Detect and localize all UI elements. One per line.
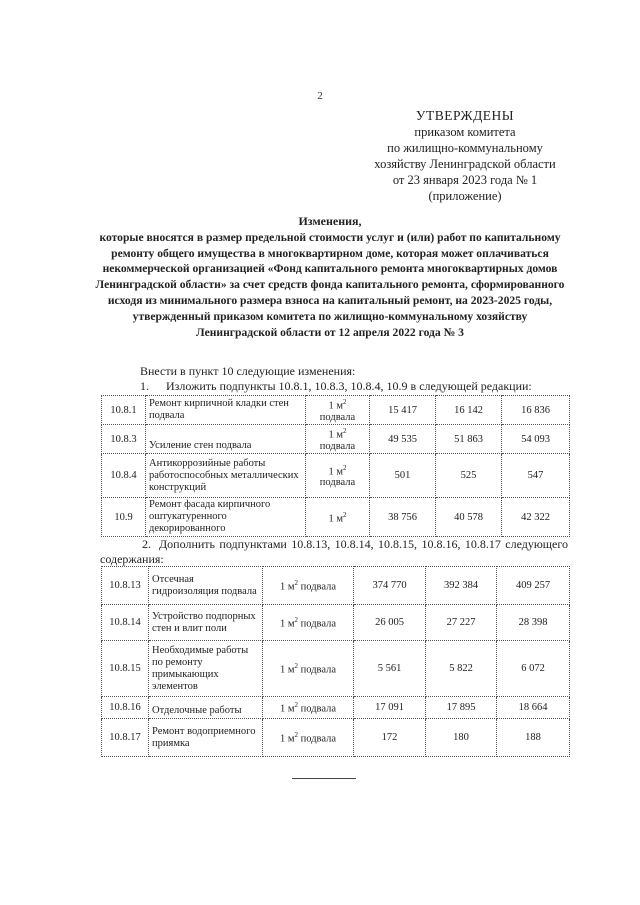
unit-suffix: подвала (298, 664, 337, 676)
row-code: 10.8.1 (102, 396, 146, 425)
table-row (102, 641, 570, 697)
row-description: Устройство подпорных стен и влит поли (149, 605, 263, 641)
row-value-2024: 40 578 (436, 498, 502, 537)
unit-exponent: 2 (343, 398, 347, 407)
unit-suffix: подвала (319, 477, 356, 489)
unit-text: 1 м (279, 703, 295, 715)
approval-heading: УТВЕРЖДЕНЫ (415, 108, 515, 123)
row-unit (306, 454, 370, 498)
row-code: 10.8.4 (102, 454, 146, 498)
row-value-2024: 17 895 (426, 697, 497, 719)
row-value-2024: 525 (436, 454, 502, 498)
unit-exponent: 2 (294, 731, 298, 740)
row-value-2023: 15 417 (370, 396, 436, 425)
approval-line: по жилищно-коммунальному (387, 141, 543, 155)
unit-exponent: 2 (343, 427, 347, 436)
row-value-2024: 180 (426, 719, 497, 757)
row-unit (263, 641, 354, 697)
row-code: 10.8.3 (102, 425, 146, 454)
table-row (102, 454, 570, 498)
row-unit (263, 697, 354, 719)
unit-exponent: 2 (343, 510, 347, 519)
page-number: 2 (317, 90, 323, 102)
row-code: 10.8.17 (102, 719, 149, 757)
row-unit (306, 396, 370, 425)
table1 (101, 395, 570, 537)
row-unit (263, 719, 354, 757)
unit-exponent: 2 (294, 616, 298, 625)
row-description: Ремонт фасада кирпичного оштукатуренного декорированного (146, 498, 306, 537)
table-row (102, 498, 570, 537)
row-code: 10.8.16 (102, 697, 149, 719)
row-value-2025: 188 (497, 719, 570, 757)
row-value-2025: 18 664 (497, 697, 570, 719)
row-value-2024: 16 142 (436, 396, 502, 425)
table-row (102, 697, 570, 719)
approval-line: приказом комитета (414, 125, 516, 139)
row-value-2025: 16 836 (502, 396, 570, 425)
row-value-2025: 54 093 (502, 425, 570, 454)
document-title (95, 214, 565, 340)
unit-text: 1 м (279, 664, 295, 676)
row-description: Отсечная гидроизоляция подвала (149, 567, 263, 605)
unit-text: 1 м (328, 513, 344, 525)
unit-text: 1 м (328, 429, 344, 441)
row-unit (263, 567, 354, 605)
row-description: Антикоррозийные работы работоспособных металлических конструкций (146, 454, 306, 498)
title-body: которые вносятся в размер предельной стоимости услуг и (или) работ по капитальному ремонту общего имущества в многоквартирном доме, которая может оплачиваться некоммерческой организацией «Фонд капитального ремонта многоквартирных домов Ленинградской области» за счет средств фонда капитального ремонта, сформированного исходя из минимального размера взноса на капитальный ремонт, на 2023-2025 годы, утвержденный приказом комитета по жилищно-коммунальному хозяйству Ленинградской области от 12 апреля 2022 года № 3 (95, 230, 565, 339)
row-unit (263, 605, 354, 641)
row-value-2023: 374 770 (354, 567, 426, 605)
row-value-2023: 501 (370, 454, 436, 498)
approval-line: от 23 января 2023 года № 1 (392, 173, 538, 187)
row-code: 10.8.14 (102, 605, 149, 641)
row-value-2023: 17 091 (354, 697, 426, 719)
row-value-2025: 28 398 (497, 605, 570, 641)
approval-line: хозяйству Ленинградской области (374, 157, 556, 171)
item1-text: Изложить подпункты 10.8.1, 10.8.3, 10.8.4, 10.9 в следующей редакции: (166, 379, 532, 393)
unit-text: 1 м (328, 400, 344, 412)
row-value-2023: 172 (354, 719, 426, 757)
unit-suffix: подвала (298, 581, 337, 593)
row-value-2025: 42 322 (502, 498, 570, 537)
item1 (140, 379, 532, 394)
closing-rule (292, 778, 356, 779)
unit-text: 1 м (279, 581, 295, 593)
row-code: 10.9 (102, 498, 146, 537)
unit-suffix: подвала (298, 618, 337, 630)
intro-text: Внести в пункт 10 следующие изменения: (140, 364, 356, 378)
row-description: Ремонт кирпичной кладки стен подвала (146, 396, 306, 425)
unit-exponent: 2 (294, 662, 298, 671)
table-row (102, 567, 570, 605)
item1-number: 1. (140, 379, 149, 393)
unit-exponent: 2 (294, 579, 298, 588)
unit-suffix: подвала (319, 440, 356, 452)
row-value-2023: 38 756 (370, 498, 436, 537)
row-value-2025: 547 (502, 454, 570, 498)
row-value-2023: 49 535 (370, 425, 436, 454)
row-value-2023: 26 005 (354, 605, 426, 641)
row-value-2025: 409 257 (497, 567, 570, 605)
row-description: Необходимые работы по ремонту примыкающих элементов (149, 641, 263, 697)
row-description: Ремонт водоприемного приямка (149, 719, 263, 757)
unit-text: 1 м (279, 618, 295, 630)
unit-exponent: 2 (343, 463, 347, 472)
row-unit (306, 425, 370, 454)
item2 (100, 537, 568, 567)
row-code: 10.8.15 (102, 641, 149, 697)
row-value-2025: 6 072 (497, 641, 570, 697)
approval-block (340, 108, 590, 204)
row-description: Усиление стен подвала (146, 425, 306, 454)
unit-exponent: 2 (294, 701, 298, 710)
approval-line: (приложение) (428, 189, 502, 203)
unit-text: 1 м (279, 733, 295, 745)
row-description: Отделочные работы (149, 697, 263, 719)
row-value-2024: 51 863 (436, 425, 502, 454)
row-value-2024: 392 384 (426, 567, 497, 605)
table2 (101, 566, 570, 757)
unit-suffix: подвала (298, 733, 337, 745)
unit-suffix: подвала (319, 411, 356, 423)
item2-text: Дополнить подпунктами 10.8.13, 10.8.14, 10.8.15, 10.8.16, 10.8.17 следующего содержания: (100, 537, 568, 566)
table-row (102, 425, 570, 454)
row-unit (306, 498, 370, 537)
item2-number: 2. (142, 537, 151, 551)
unit-text: 1 м (328, 466, 344, 478)
unit-suffix: подвала (298, 703, 337, 715)
table-row (102, 719, 570, 757)
row-value-2023: 5 561 (354, 641, 426, 697)
row-code: 10.8.13 (102, 567, 149, 605)
row-value-2024: 5 822 (426, 641, 497, 697)
row-value-2024: 27 227 (426, 605, 497, 641)
title-line1: Изменения, (298, 214, 362, 228)
table-row (102, 605, 570, 641)
table-row (102, 396, 570, 425)
